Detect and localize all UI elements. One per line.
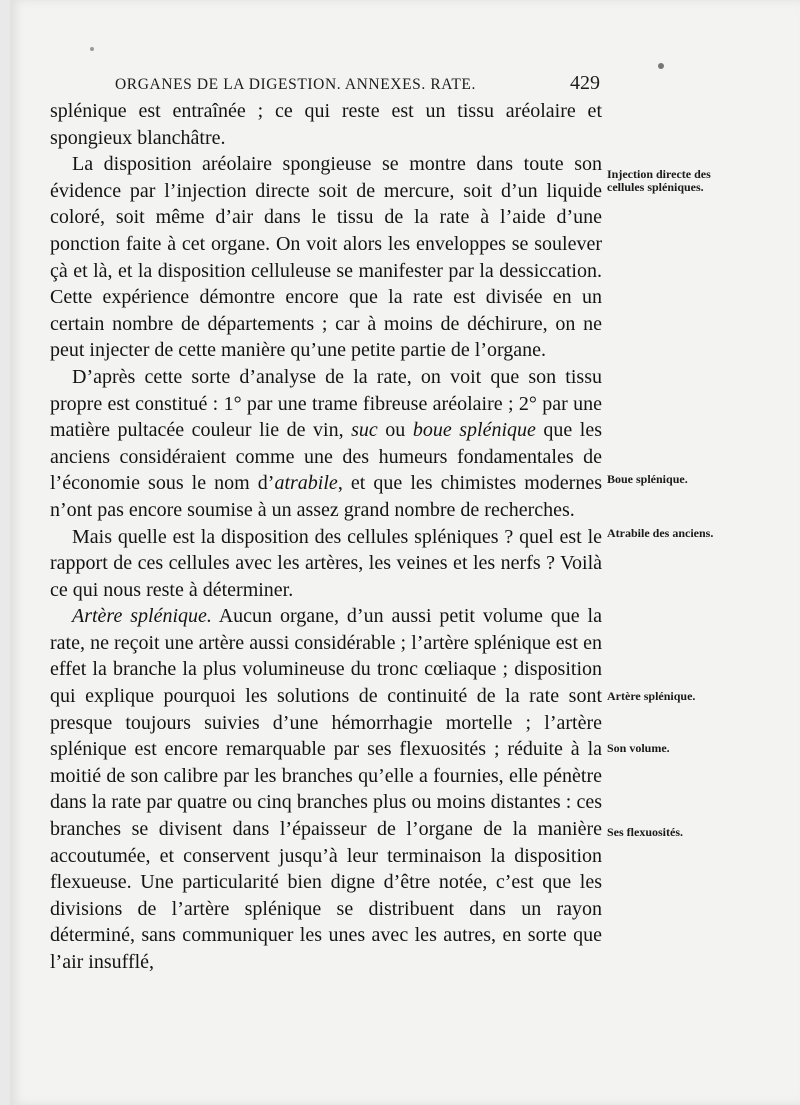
paragraph-3 [50, 364, 602, 524]
paragraph-5-text: Aucun organe, d’un aussi petit volume que la rate, ne reçoit une artère aussi considérable ; l’artère splénique est en effet la branche la plus volumineuse du tronc cœliaque ; disposition qui explique pourquoi les solutions de continuité de la rate sont presque toujours suivies d’une hémorrhagie mortelle ; l’artère splénique est encore remarquable par ses flexuosités ; réduite à la moitié de son calibre par les branches qu’elle a fournies, elle pénètre dans la rate par quatre ou cinq branches plus ou moins distantes : ces branches se divisent dans l’épaisseur de l’organe de la manière accoutumée, et conservent jusqu’à leur terminaison la disposition flexueuse. Une particularité bien digne d’être notée, c’est que les divisions de l’artère splénique se distribuent dans un rayon déterminé, sans communiquer les unes avec les autres, en sorte que l’air insufflé, [50, 605, 602, 973]
paragraph-3-start: D’après cette sorte d’analyse de la rate, on voit que son tissu propre est constitué : 1° par une trame fibreuse aréolaire ; 2° par une matière pultacée couleur lie de vin, [50, 365, 602, 442]
section-heading-artere-splenique: Artère splénique. [72, 605, 212, 628]
term-atrabile: atrabile [274, 472, 338, 495]
speck [658, 63, 664, 69]
running-header [115, 72, 600, 95]
paragraph-2: La disposition aréolaire spongieuse se montre dans toute son évidence par l’injection directe soit de mercure, soit d’un liquide coloré, soit même d’air dans le tissu de la rate à l’aide d’une ponction faite à cet organe. On voit alors les enveloppes se soulever çà et là, et la disposition celluleuse se manifester par la dessiccation. Cette expérience démontre encore que la rate est divisée en un certain nombre de départements ; car à moins de déchirure, on ne peut injecter de cette manière qu’une petite partie de l’organe. [50, 153, 602, 362]
running-title: ORGANES DE LA DIGESTION. ANNEXES. RATE. [115, 76, 476, 93]
speck [90, 47, 94, 51]
margin-note-injection: Injection directe des cellules spléniques. [607, 167, 711, 194]
paragraph-4: Mais quelle est la disposition des cellules spléniques ? quel est le rapport de ces cellules avec les artères, les veines et les nerfs ? Voilà ce qui nous reste à déterminer. [50, 525, 602, 601]
term-boue-splenique: boue splénique [412, 419, 536, 442]
margin-note-boue: Boue splénique. [607, 472, 688, 486]
margin-note-volume: Son volume. [607, 741, 670, 755]
margin-note-atrabile: Atrabile des anciens. [607, 526, 714, 540]
paragraph-3-end: , et que les chimistes modernes n’ont pas encore soumise à un assez grand nombre de recherches. [50, 472, 602, 521]
page-number: 429 [570, 72, 600, 94]
paragraph-5 [50, 603, 602, 975]
term-suc: suc [351, 419, 378, 442]
margin-note-flexuosites: Ses flexuosités. [607, 825, 683, 839]
margin-note-artere: Artère splénique. [607, 689, 696, 703]
paragraph-1: splénique est entraînée ; ce qui reste est un tissu aréolaire et spongieux blanchâtre. [50, 100, 602, 149]
body-text [50, 98, 602, 976]
paragraph-3-middle: que les anciens considéraient comme une des humeurs fondamentales de l’économie sous le nom d’ [50, 419, 603, 495]
word-ou: ou [377, 419, 413, 442]
